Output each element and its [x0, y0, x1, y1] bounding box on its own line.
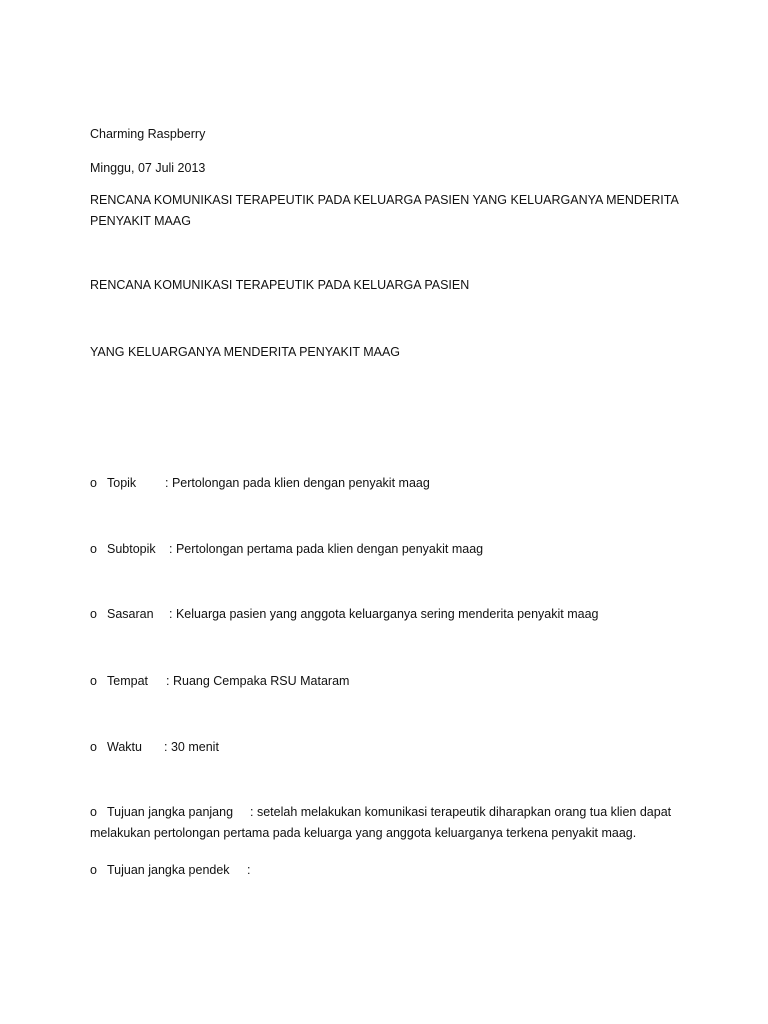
item-label: Sasaran	[107, 607, 154, 621]
list-item-tujuan-jangka-panjang	[90, 802, 671, 823]
item-value: 30 menit	[170, 740, 219, 754]
item-label: Tujuan jangka panjang	[107, 805, 234, 819]
item-value: Pertolongan pertama pada klien dengan penyakit maag	[175, 542, 484, 556]
item-separator: :	[165, 476, 169, 490]
post-title: RENCANA KOMUNIKASI TERAPEUTIK PADA KELUARGA PASIEN YANG KELUARGANYA MENDERITA PENYAKIT MAAG	[90, 193, 679, 228]
bullet-mark: o	[90, 805, 97, 819]
item-separator: :	[164, 740, 168, 754]
item-separator: :	[166, 674, 170, 688]
item-label: Topik	[107, 476, 137, 490]
bullet-mark: o	[90, 674, 97, 688]
item-value: setelah melakukan komunikasi terapeutik diharapkan orang tua klien dapat	[256, 805, 672, 819]
heading-line-1: RENCANA KOMUNIKASI TERAPEUTIK PADA KELUARGA PASIEN	[90, 278, 470, 292]
item-label: Tujuan jangka pendek	[107, 863, 230, 877]
item-separator: :	[247, 863, 251, 877]
item-continuation: melakukan pertolongan pertama pada keluarga yang anggota keluarganya terkena penyakit maag.	[90, 826, 637, 840]
item-value: Keluarga pasien yang anggota keluarganya sering menderita penyakit maag	[175, 607, 599, 621]
list-item-waktu	[90, 737, 219, 758]
item-label: Subtopik	[107, 542, 156, 556]
item-separator: :	[169, 607, 173, 621]
bullet-mark: o	[90, 740, 97, 754]
list-item-tempat	[90, 671, 349, 692]
bullet-mark: o	[90, 607, 97, 621]
item-label: Tempat	[107, 674, 148, 688]
blog-title: Charming Raspberry	[90, 127, 206, 141]
list-item-tujuan-jangka-pendek	[90, 860, 250, 881]
bullet-mark: o	[90, 476, 97, 490]
list-item-subtopik	[90, 539, 483, 560]
item-value: Ruang Cempaka RSU Mataram	[172, 674, 350, 688]
item-separator: :	[250, 805, 254, 819]
bullet-mark: o	[90, 863, 97, 877]
post-date: Minggu, 07 Juli 2013	[90, 161, 206, 175]
heading-line-2: YANG KELUARGANYA MENDERITA PENYAKIT MAAG	[90, 345, 401, 359]
item-label: Waktu	[107, 740, 142, 754]
list-item-topik	[90, 473, 430, 494]
list-item-sasaran	[90, 604, 598, 625]
item-separator: :	[169, 542, 173, 556]
item-value: Pertolongan pada klien dengan penyakit maag	[171, 476, 430, 490]
bullet-mark: o	[90, 542, 97, 556]
